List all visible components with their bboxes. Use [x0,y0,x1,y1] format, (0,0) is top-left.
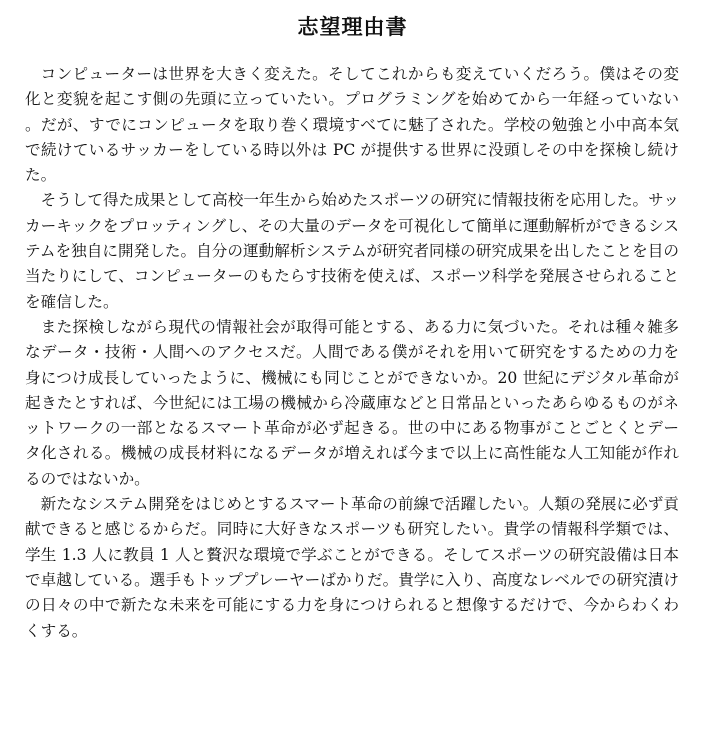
document-body [25,62,679,644]
paragraph-2: そうして得た成果として高校一年生から始めたスポーツの研究に情報技術を応用した。サッカーキックをプロッティングし、その大量のデータを可視化して簡単に運動解析ができるシステムを独自に開発した。自分の運動解析システムが研究者同様の研究成果を出したことを目の当たりにして、コンピューターのもたらす技術を使えば、スポーツ科学を発展させられることを確信した。 [25,191,680,311]
paragraph-3: また探検しながら現代の情報社会が取得可能とする、ある力に気づいた。それは種々雑多なデータ・技術・人間へのアクセスだ。人間である僕がそれを用いて研究をするための力を身につけ成長していったように、機械にも同じことができないか。20 世紀にデジタル革命が起きたとすれば、今世紀には工場の機械から冷蔵庫などと日常品といったあらゆるものがネットワークの一部となるスマート革命が必ず起きる。世の中にある物事がことごとくとデータ化される。機械の成長材料になるデータが増えれば今まで以上に高性能な人工知能が作れるのではないか。 [25,317,679,488]
paragraph-1: コンピューターは世界を大きく変えた。そしてこれからも変えていくだろう。僕はその変化と変貌を起こす側の先頭に立っていたい。プログラミングを始めてから一年経っていない。だが、すでにコンピュータを取り巻く環境すべてに魅了された。学校の勉強と小中高本気で続けているサッカーをしている時以外は PC が提供する世界に没頭しその中を探検し続けた。 [25,65,679,185]
paragraph-4: 新たなシステム開発をはじめとするスマート革命の前線で活躍したい。人類の発展に必ず貢献できると感じるからだ。同時に大好きなスポーツも研究したい。貴学の情報科学類では、学生 1.3 人に教員 1 人と贅沢な環境で学ぶことができる。そしてスポーツの研究設備は日本で卓越している。選手もトッププレーヤーばかりだ。貴学に入り、高度なレベルでの研究漬けの日々の中で新たな未来を可能にする力を身につけられると想像するだけで、今からわくわくする。 [25,495,679,640]
document-title: 志望理由書 [297,15,408,39]
